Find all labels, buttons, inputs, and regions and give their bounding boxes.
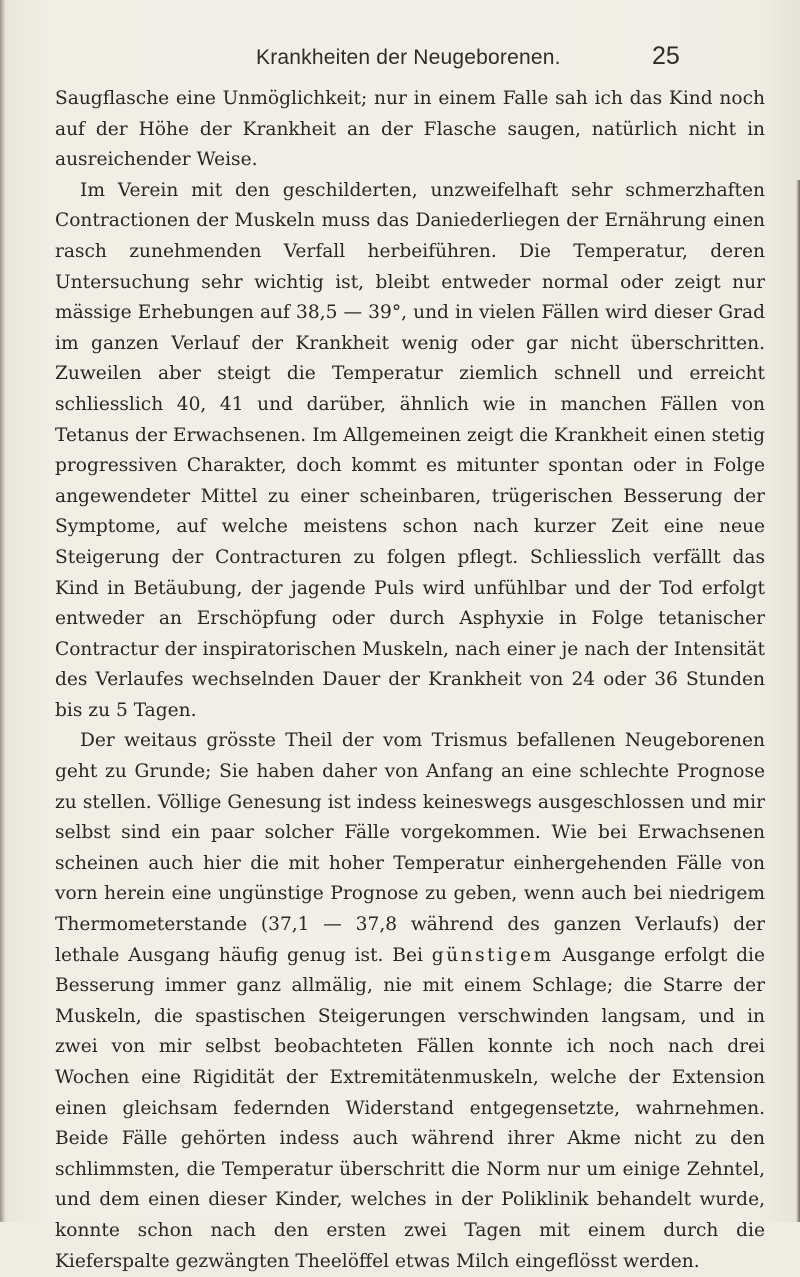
- page-number: 25: [652, 42, 680, 70]
- body-text: [55, 84, 765, 1277]
- page-edge-shadow: [796, 180, 800, 1222]
- page-binding-shadow: [0, 0, 6, 1222]
- page-header: [0, 42, 800, 76]
- emphasized-word: günstigem: [431, 944, 554, 966]
- paragraph-3: [55, 726, 765, 1277]
- paragraph-3-text-after: Ausgange erfolgt die Besserung immer ganz allmälig, nie mit einem Schlage; die Starre der Muskeln, die spastischen Steigerungen verschwinden langsam, und in zwei von mir selbst beobachteten Fällen konnte ich noch nach drei Wochen eine Rigidität der Extremitätenmuskeln, welche der Extension einen gleichsam federnden Widerstand entgegensetzte, wahrnehmen. Beide Fälle gehörten indess auch während ihrer Akme nicht zu den schlimmsten, die Temperatur überschritt die Norm nur um einige Zehntel, und dem einen dieser Kinder, welches in der Poliklinik behandelt wurde, konnte schon nach den ersten zwei Tagen mit einem durch die Kieferspalte gezwängten Theelöffel etwas Milch eingeflösst werden.: [55, 944, 766, 1272]
- paragraph-3-text-before: Der weitaus grösste Theil der vom Trismus befallenen Neugeborenen geht zu Grunde; Sie haben daher von Anfang an eine schlechte Prognose zu stellen. Völlige Genesung ist indess keineswegs ausgeschlossen und mir selbst sind ein paar solcher Fälle vorgekommen. Wie bei Erwachsenen scheinen auch hier die mit hoher Temperatur einhergehenden Fälle von vorn herein eine ungünstige Prognose zu geben, wenn auch bei niedrigem Thermometerstande (37,1 — 37,8 während des ganzen Verlaufs) der lethale Ausgang häufig genug ist. Bei: [55, 730, 765, 966]
- paragraph-1: Saugflasche eine Unmöglichkeit; nur in einem Falle sah ich das Kind noch auf der Höhe der Krankheit an der Flasche saugen, natürlich nicht in ausreichender Weise.: [55, 88, 765, 171]
- running-title: Krankheiten der Neugeborenen.: [256, 46, 561, 69]
- paragraph-2: Im Verein mit den geschilderten, unzweifelhaft sehr schmerzhaften Contractionen der Muskeln muss das Daniederliegen der Ernährung einen rasch zunehmenden Verfall herbeiführen. Die Temperatur, deren Untersuchung sehr wichtig ist, bleibt entweder normal oder zeigt nur mässige Erhebungen auf 38,5 — 39°, und in vielen Fällen wird dieser Grad im ganzen Verlauf der Krankheit wenig oder gar nicht überschritten. Zuweilen aber steigt die Temperatur ziemlich schnell und erreicht schliesslich 40, 41 und darüber, ähnlich wie in manchen Fällen von Tetanus der Erwachsenen. Im Allgemeinen zeigt die Krankheit einen stetig progressiven Charakter, doch kommt es mitunter spontan oder in Folge angewendeter Mittel zu einer scheinbaren, trügerischen Besserung der Symptome, auf welche meistens schon nach kurzer Zeit eine neue Steigerung der Contracturen zu folgen pflegt. Schliesslich verfällt das Kind in Betäubung, der jagende Puls wird unfühlbar und der Tod erfolgt entweder an Erschöpfung oder durch Asphyxie in Folge tetanischer Contractur der inspiratorischen Muskeln, nach einer je nach der Intensität des Verlaufes wechselnden Dauer der Krankheit von 24 oder 36 Stunden bis zu 5 Tagen.: [55, 179, 765, 721]
